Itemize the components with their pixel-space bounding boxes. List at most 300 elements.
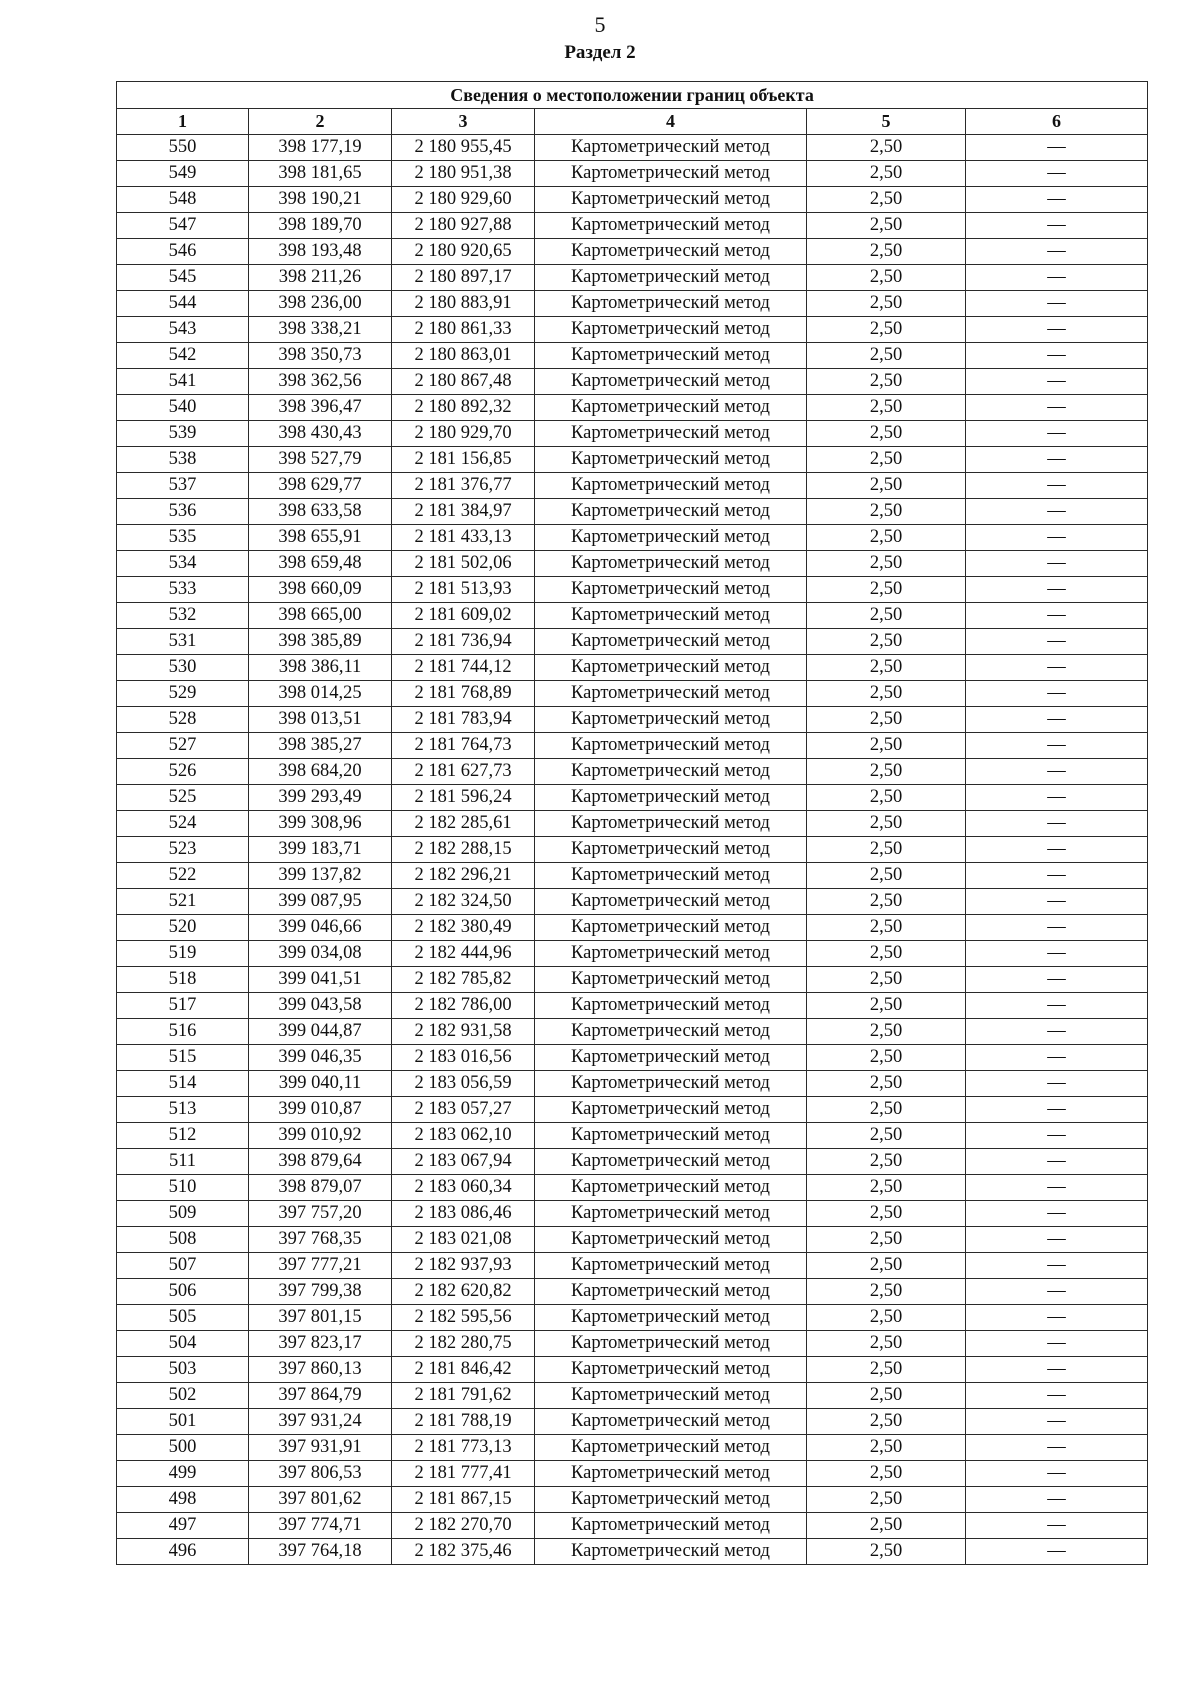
x-coordinate-cell: 399 137,82 <box>249 863 392 889</box>
description-cell: — <box>966 187 1148 213</box>
table-row <box>117 1435 1148 1461</box>
table-row <box>117 759 1148 785</box>
column-header: 4 <box>535 109 807 135</box>
y-coordinate-cell: 2 180 929,60 <box>392 187 535 213</box>
description-cell: — <box>966 395 1148 421</box>
method-cell: Картометрический метод <box>535 785 807 811</box>
column-header-row <box>117 109 1148 135</box>
table-row <box>117 941 1148 967</box>
table-row <box>117 1071 1148 1097</box>
y-coordinate-cell: 2 180 927,88 <box>392 213 535 239</box>
boundary-coordinates-table <box>116 81 1148 1565</box>
method-cell: Картометрический метод <box>535 447 807 473</box>
table-row <box>117 1019 1148 1045</box>
x-coordinate-cell: 397 801,62 <box>249 1487 392 1513</box>
accuracy-cell: 2,50 <box>807 1071 966 1097</box>
method-cell: Картометрический метод <box>535 577 807 603</box>
table-row <box>117 603 1148 629</box>
point-number-cell: 514 <box>117 1071 249 1097</box>
table-row <box>117 1487 1148 1513</box>
accuracy-cell: 2,50 <box>807 1175 966 1201</box>
x-coordinate-cell: 398 655,91 <box>249 525 392 551</box>
description-cell: — <box>966 213 1148 239</box>
x-coordinate-cell: 397 768,35 <box>249 1227 392 1253</box>
x-coordinate-cell: 399 308,96 <box>249 811 392 837</box>
table-row <box>117 1539 1148 1565</box>
description-cell: — <box>966 577 1148 603</box>
method-cell: Картометрический метод <box>535 1227 807 1253</box>
table-row <box>117 1045 1148 1071</box>
method-cell: Картометрический метод <box>535 239 807 265</box>
method-cell: Картометрический метод <box>535 1279 807 1305</box>
point-number-cell: 545 <box>117 265 249 291</box>
accuracy-cell: 2,50 <box>807 187 966 213</box>
accuracy-cell: 2,50 <box>807 733 966 759</box>
description-cell: — <box>966 447 1148 473</box>
y-coordinate-cell: 2 180 892,32 <box>392 395 535 421</box>
description-cell: — <box>966 785 1148 811</box>
x-coordinate-cell: 398 236,00 <box>249 291 392 317</box>
accuracy-cell: 2,50 <box>807 1019 966 1045</box>
point-number-cell: 547 <box>117 213 249 239</box>
x-coordinate-cell: 398 211,26 <box>249 265 392 291</box>
table-row <box>117 1123 1148 1149</box>
x-coordinate-cell: 398 659,48 <box>249 551 392 577</box>
x-coordinate-cell: 397 931,24 <box>249 1409 392 1435</box>
point-number-cell: 520 <box>117 915 249 941</box>
point-number-cell: 517 <box>117 993 249 1019</box>
description-cell: — <box>966 1123 1148 1149</box>
method-cell: Картометрический метод <box>535 1201 807 1227</box>
accuracy-cell: 2,50 <box>807 863 966 889</box>
point-number-cell: 535 <box>117 525 249 551</box>
description-cell: — <box>966 1331 1148 1357</box>
table-row <box>117 1305 1148 1331</box>
method-cell: Картометрический метод <box>535 369 807 395</box>
method-cell: Картометрический метод <box>535 1487 807 1513</box>
description-cell: — <box>966 1539 1148 1565</box>
point-number-cell: 509 <box>117 1201 249 1227</box>
accuracy-cell: 2,50 <box>807 811 966 837</box>
point-number-cell: 512 <box>117 1123 249 1149</box>
y-coordinate-cell: 2 181 384,97 <box>392 499 535 525</box>
description-cell: — <box>966 1227 1148 1253</box>
y-coordinate-cell: 2 180 861,33 <box>392 317 535 343</box>
point-number-cell: 543 <box>117 317 249 343</box>
table-row <box>117 213 1148 239</box>
accuracy-cell: 2,50 <box>807 291 966 317</box>
y-coordinate-cell: 2 183 060,34 <box>392 1175 535 1201</box>
accuracy-cell: 2,50 <box>807 1487 966 1513</box>
x-coordinate-cell: 399 010,87 <box>249 1097 392 1123</box>
x-coordinate-cell: 399 046,66 <box>249 915 392 941</box>
method-cell: Картометрический метод <box>535 395 807 421</box>
method-cell: Картометрический метод <box>535 1071 807 1097</box>
y-coordinate-cell: 2 182 786,00 <box>392 993 535 1019</box>
y-coordinate-cell: 2 182 931,58 <box>392 1019 535 1045</box>
table-row <box>117 811 1148 837</box>
point-number-cell: 537 <box>117 473 249 499</box>
table-row <box>117 837 1148 863</box>
point-number-cell: 510 <box>117 1175 249 1201</box>
table-row <box>117 889 1148 915</box>
y-coordinate-cell: 2 181 609,02 <box>392 603 535 629</box>
point-number-cell: 531 <box>117 629 249 655</box>
table-caption-row <box>117 82 1148 109</box>
x-coordinate-cell: 398 013,51 <box>249 707 392 733</box>
x-coordinate-cell: 397 931,91 <box>249 1435 392 1461</box>
description-cell: — <box>966 265 1148 291</box>
description-cell: — <box>966 967 1148 993</box>
description-cell: — <box>966 1097 1148 1123</box>
table-row <box>117 135 1148 161</box>
accuracy-cell: 2,50 <box>807 915 966 941</box>
method-cell: Картометрический метод <box>535 863 807 889</box>
y-coordinate-cell: 2 181 846,42 <box>392 1357 535 1383</box>
x-coordinate-cell: 398 660,09 <box>249 577 392 603</box>
point-number-cell: 519 <box>117 941 249 967</box>
description-cell: — <box>966 291 1148 317</box>
method-cell: Картометрический метод <box>535 1331 807 1357</box>
point-number-cell: 550 <box>117 135 249 161</box>
point-number-cell: 538 <box>117 447 249 473</box>
accuracy-cell: 2,50 <box>807 369 966 395</box>
y-coordinate-cell: 2 183 086,46 <box>392 1201 535 1227</box>
accuracy-cell: 2,50 <box>807 1201 966 1227</box>
table-row <box>117 421 1148 447</box>
accuracy-cell: 2,50 <box>807 837 966 863</box>
method-cell: Картометрический метод <box>535 135 807 161</box>
accuracy-cell: 2,50 <box>807 681 966 707</box>
description-cell: — <box>966 135 1148 161</box>
method-cell: Картометрический метод <box>535 837 807 863</box>
x-coordinate-cell: 398 181,65 <box>249 161 392 187</box>
description-cell: — <box>966 837 1148 863</box>
table-row <box>117 863 1148 889</box>
accuracy-cell: 2,50 <box>807 1331 966 1357</box>
method-cell: Картометрический метод <box>535 1097 807 1123</box>
method-cell: Картометрический метод <box>535 343 807 369</box>
y-coordinate-cell: 2 181 156,85 <box>392 447 535 473</box>
y-coordinate-cell: 2 181 768,89 <box>392 681 535 707</box>
description-cell: — <box>966 1383 1148 1409</box>
column-header: 1 <box>117 109 249 135</box>
y-coordinate-cell: 2 183 016,56 <box>392 1045 535 1071</box>
table-row <box>117 369 1148 395</box>
y-coordinate-cell: 2 181 744,12 <box>392 655 535 681</box>
x-coordinate-cell: 397 860,13 <box>249 1357 392 1383</box>
point-number-cell: 513 <box>117 1097 249 1123</box>
x-coordinate-cell: 399 043,58 <box>249 993 392 1019</box>
y-coordinate-cell: 2 183 056,59 <box>392 1071 535 1097</box>
x-coordinate-cell: 397 806,53 <box>249 1461 392 1487</box>
y-coordinate-cell: 2 180 929,70 <box>392 421 535 447</box>
method-cell: Картометрический метод <box>535 499 807 525</box>
accuracy-cell: 2,50 <box>807 473 966 499</box>
accuracy-cell: 2,50 <box>807 499 966 525</box>
accuracy-cell: 2,50 <box>807 707 966 733</box>
y-coordinate-cell: 2 181 376,77 <box>392 473 535 499</box>
y-coordinate-cell: 2 182 785,82 <box>392 967 535 993</box>
y-coordinate-cell: 2 182 285,61 <box>392 811 535 837</box>
table-caption: Сведения о местоположении границ объекта <box>117 82 1148 109</box>
accuracy-cell: 2,50 <box>807 525 966 551</box>
y-coordinate-cell: 2 180 897,17 <box>392 265 535 291</box>
point-number-cell: 504 <box>117 1331 249 1357</box>
table-row <box>117 395 1148 421</box>
x-coordinate-cell: 399 010,92 <box>249 1123 392 1149</box>
method-cell: Картометрический метод <box>535 603 807 629</box>
table-row <box>117 967 1148 993</box>
description-cell: — <box>966 369 1148 395</box>
x-coordinate-cell: 397 757,20 <box>249 1201 392 1227</box>
method-cell: Картометрический метод <box>535 967 807 993</box>
x-coordinate-cell: 398 386,11 <box>249 655 392 681</box>
page-number: 5 <box>594 12 606 37</box>
y-coordinate-cell: 2 180 955,45 <box>392 135 535 161</box>
accuracy-cell: 2,50 <box>807 1149 966 1175</box>
y-coordinate-cell: 2 180 951,38 <box>392 161 535 187</box>
y-coordinate-cell: 2 183 021,08 <box>392 1227 535 1253</box>
table-row <box>117 343 1148 369</box>
method-cell: Картометрический метод <box>535 265 807 291</box>
x-coordinate-cell: 398 665,00 <box>249 603 392 629</box>
accuracy-cell: 2,50 <box>807 447 966 473</box>
description-cell: — <box>966 317 1148 343</box>
description-cell: — <box>966 915 1148 941</box>
table-row <box>117 733 1148 759</box>
x-coordinate-cell: 398 189,70 <box>249 213 392 239</box>
method-cell: Картометрический метод <box>535 1539 807 1565</box>
method-cell: Картометрический метод <box>535 1045 807 1071</box>
y-coordinate-cell: 2 182 620,82 <box>392 1279 535 1305</box>
accuracy-cell: 2,50 <box>807 1409 966 1435</box>
description-cell: — <box>966 759 1148 785</box>
x-coordinate-cell: 399 040,11 <box>249 1071 392 1097</box>
x-coordinate-cell: 399 087,95 <box>249 889 392 915</box>
method-cell: Картометрический метод <box>535 811 807 837</box>
point-number-cell: 523 <box>117 837 249 863</box>
y-coordinate-cell: 2 181 783,94 <box>392 707 535 733</box>
x-coordinate-cell: 398 396,47 <box>249 395 392 421</box>
x-coordinate-cell: 398 177,19 <box>249 135 392 161</box>
x-coordinate-cell: 398 633,58 <box>249 499 392 525</box>
description-cell: — <box>966 1253 1148 1279</box>
method-cell: Картометрический метод <box>535 915 807 941</box>
description-cell: — <box>966 889 1148 915</box>
description-cell: — <box>966 525 1148 551</box>
table-row <box>117 577 1148 603</box>
table-row <box>117 187 1148 213</box>
description-cell: — <box>966 1071 1148 1097</box>
y-coordinate-cell: 2 181 736,94 <box>392 629 535 655</box>
y-coordinate-cell: 2 181 433,13 <box>392 525 535 551</box>
method-cell: Картометрический метод <box>535 1461 807 1487</box>
point-number-cell: 526 <box>117 759 249 785</box>
method-cell: Картометрический метод <box>535 1435 807 1461</box>
y-coordinate-cell: 2 180 883,91 <box>392 291 535 317</box>
accuracy-cell: 2,50 <box>807 551 966 577</box>
description-cell: — <box>966 1175 1148 1201</box>
y-coordinate-cell: 2 182 375,46 <box>392 1539 535 1565</box>
description-cell: — <box>966 473 1148 499</box>
x-coordinate-cell: 398 350,73 <box>249 343 392 369</box>
method-cell: Картометрический метод <box>535 1123 807 1149</box>
table-row <box>117 1279 1148 1305</box>
point-number-cell: 539 <box>117 421 249 447</box>
table-row <box>117 707 1148 733</box>
y-coordinate-cell: 2 182 937,93 <box>392 1253 535 1279</box>
y-coordinate-cell: 2 181 502,06 <box>392 551 535 577</box>
x-coordinate-cell: 398 385,27 <box>249 733 392 759</box>
y-coordinate-cell: 2 181 788,19 <box>392 1409 535 1435</box>
method-cell: Картометрический метод <box>535 473 807 499</box>
description-cell: — <box>966 1201 1148 1227</box>
description-cell: — <box>966 1045 1148 1071</box>
method-cell: Картометрический метод <box>535 655 807 681</box>
column-header: 3 <box>392 109 535 135</box>
table-row <box>117 499 1148 525</box>
method-cell: Картометрический метод <box>535 161 807 187</box>
accuracy-cell: 2,50 <box>807 1279 966 1305</box>
x-coordinate-cell: 398 193,48 <box>249 239 392 265</box>
accuracy-cell: 2,50 <box>807 1357 966 1383</box>
accuracy-cell: 2,50 <box>807 785 966 811</box>
y-coordinate-cell: 2 182 280,75 <box>392 1331 535 1357</box>
table-row <box>117 161 1148 187</box>
point-number-cell: 498 <box>117 1487 249 1513</box>
point-number-cell: 527 <box>117 733 249 759</box>
x-coordinate-cell: 398 385,89 <box>249 629 392 655</box>
accuracy-cell: 2,50 <box>807 967 966 993</box>
x-coordinate-cell: 399 034,08 <box>249 941 392 967</box>
method-cell: Картометрический метод <box>535 1383 807 1409</box>
y-coordinate-cell: 2 182 288,15 <box>392 837 535 863</box>
y-coordinate-cell: 2 181 513,93 <box>392 577 535 603</box>
y-coordinate-cell: 2 181 596,24 <box>392 785 535 811</box>
x-coordinate-cell: 399 041,51 <box>249 967 392 993</box>
accuracy-cell: 2,50 <box>807 1513 966 1539</box>
point-number-cell: 525 <box>117 785 249 811</box>
table-row <box>117 239 1148 265</box>
method-cell: Картометрический метод <box>535 1513 807 1539</box>
y-coordinate-cell: 2 181 867,15 <box>392 1487 535 1513</box>
method-cell: Картометрический метод <box>535 525 807 551</box>
point-number-cell: 518 <box>117 967 249 993</box>
x-coordinate-cell: 398 629,77 <box>249 473 392 499</box>
description-cell: — <box>966 1435 1148 1461</box>
point-number-cell: 502 <box>117 1383 249 1409</box>
y-coordinate-cell: 2 183 062,10 <box>392 1123 535 1149</box>
y-coordinate-cell: 2 183 057,27 <box>392 1097 535 1123</box>
method-cell: Картометрический метод <box>535 1409 807 1435</box>
y-coordinate-cell: 2 181 627,73 <box>392 759 535 785</box>
table-row <box>117 915 1148 941</box>
point-number-cell: 534 <box>117 551 249 577</box>
x-coordinate-cell: 397 801,15 <box>249 1305 392 1331</box>
point-number-cell: 507 <box>117 1253 249 1279</box>
point-number-cell: 540 <box>117 395 249 421</box>
point-number-cell: 503 <box>117 1357 249 1383</box>
x-coordinate-cell: 398 014,25 <box>249 681 392 707</box>
description-cell: — <box>966 811 1148 837</box>
x-coordinate-cell: 398 684,20 <box>249 759 392 785</box>
accuracy-cell: 2,50 <box>807 655 966 681</box>
method-cell: Картометрический метод <box>535 707 807 733</box>
point-number-cell: 544 <box>117 291 249 317</box>
y-coordinate-cell: 2 181 791,62 <box>392 1383 535 1409</box>
accuracy-cell: 2,50 <box>807 1539 966 1565</box>
y-coordinate-cell: 2 182 444,96 <box>392 941 535 967</box>
accuracy-cell: 2,50 <box>807 1461 966 1487</box>
accuracy-cell: 2,50 <box>807 1097 966 1123</box>
accuracy-cell: 2,50 <box>807 1435 966 1461</box>
point-number-cell: 528 <box>117 707 249 733</box>
x-coordinate-cell: 398 338,21 <box>249 317 392 343</box>
y-coordinate-cell: 2 181 764,73 <box>392 733 535 759</box>
table-row <box>117 655 1148 681</box>
table-row <box>117 1461 1148 1487</box>
y-coordinate-cell: 2 180 920,65 <box>392 239 535 265</box>
method-cell: Картометрический метод <box>535 941 807 967</box>
x-coordinate-cell: 399 044,87 <box>249 1019 392 1045</box>
method-cell: Картометрический метод <box>535 421 807 447</box>
y-coordinate-cell: 2 182 296,21 <box>392 863 535 889</box>
table-row <box>117 681 1148 707</box>
description-cell: — <box>966 681 1148 707</box>
point-number-cell: 541 <box>117 369 249 395</box>
x-coordinate-cell: 398 879,07 <box>249 1175 392 1201</box>
description-cell: — <box>966 941 1148 967</box>
accuracy-cell: 2,50 <box>807 161 966 187</box>
accuracy-cell: 2,50 <box>807 577 966 603</box>
method-cell: Картометрический метод <box>535 1253 807 1279</box>
table-row <box>117 265 1148 291</box>
column-header: 5 <box>807 109 966 135</box>
accuracy-cell: 2,50 <box>807 265 966 291</box>
description-cell: — <box>966 863 1148 889</box>
y-coordinate-cell: 2 182 324,50 <box>392 889 535 915</box>
accuracy-cell: 2,50 <box>807 135 966 161</box>
x-coordinate-cell: 399 046,35 <box>249 1045 392 1071</box>
method-cell: Картометрический метод <box>535 291 807 317</box>
x-coordinate-cell: 399 293,49 <box>249 785 392 811</box>
x-coordinate-cell: 398 362,56 <box>249 369 392 395</box>
table-row <box>117 1513 1148 1539</box>
description-cell: — <box>966 1149 1148 1175</box>
description-cell: — <box>966 1279 1148 1305</box>
method-cell: Картометрический метод <box>535 889 807 915</box>
accuracy-cell: 2,50 <box>807 889 966 915</box>
method-cell: Картометрический метод <box>535 733 807 759</box>
column-header: 2 <box>249 109 392 135</box>
point-number-cell: 511 <box>117 1149 249 1175</box>
point-number-cell: 499 <box>117 1461 249 1487</box>
table-row <box>117 1409 1148 1435</box>
description-cell: — <box>966 707 1148 733</box>
method-cell: Картометрический метод <box>535 1149 807 1175</box>
y-coordinate-cell: 2 182 270,70 <box>392 1513 535 1539</box>
table-row <box>117 291 1148 317</box>
accuracy-cell: 2,50 <box>807 941 966 967</box>
table-row <box>117 551 1148 577</box>
table-row <box>117 629 1148 655</box>
table-row <box>117 1227 1148 1253</box>
x-coordinate-cell: 397 774,71 <box>249 1513 392 1539</box>
accuracy-cell: 2,50 <box>807 239 966 265</box>
table-row <box>117 1175 1148 1201</box>
point-number-cell: 542 <box>117 343 249 369</box>
